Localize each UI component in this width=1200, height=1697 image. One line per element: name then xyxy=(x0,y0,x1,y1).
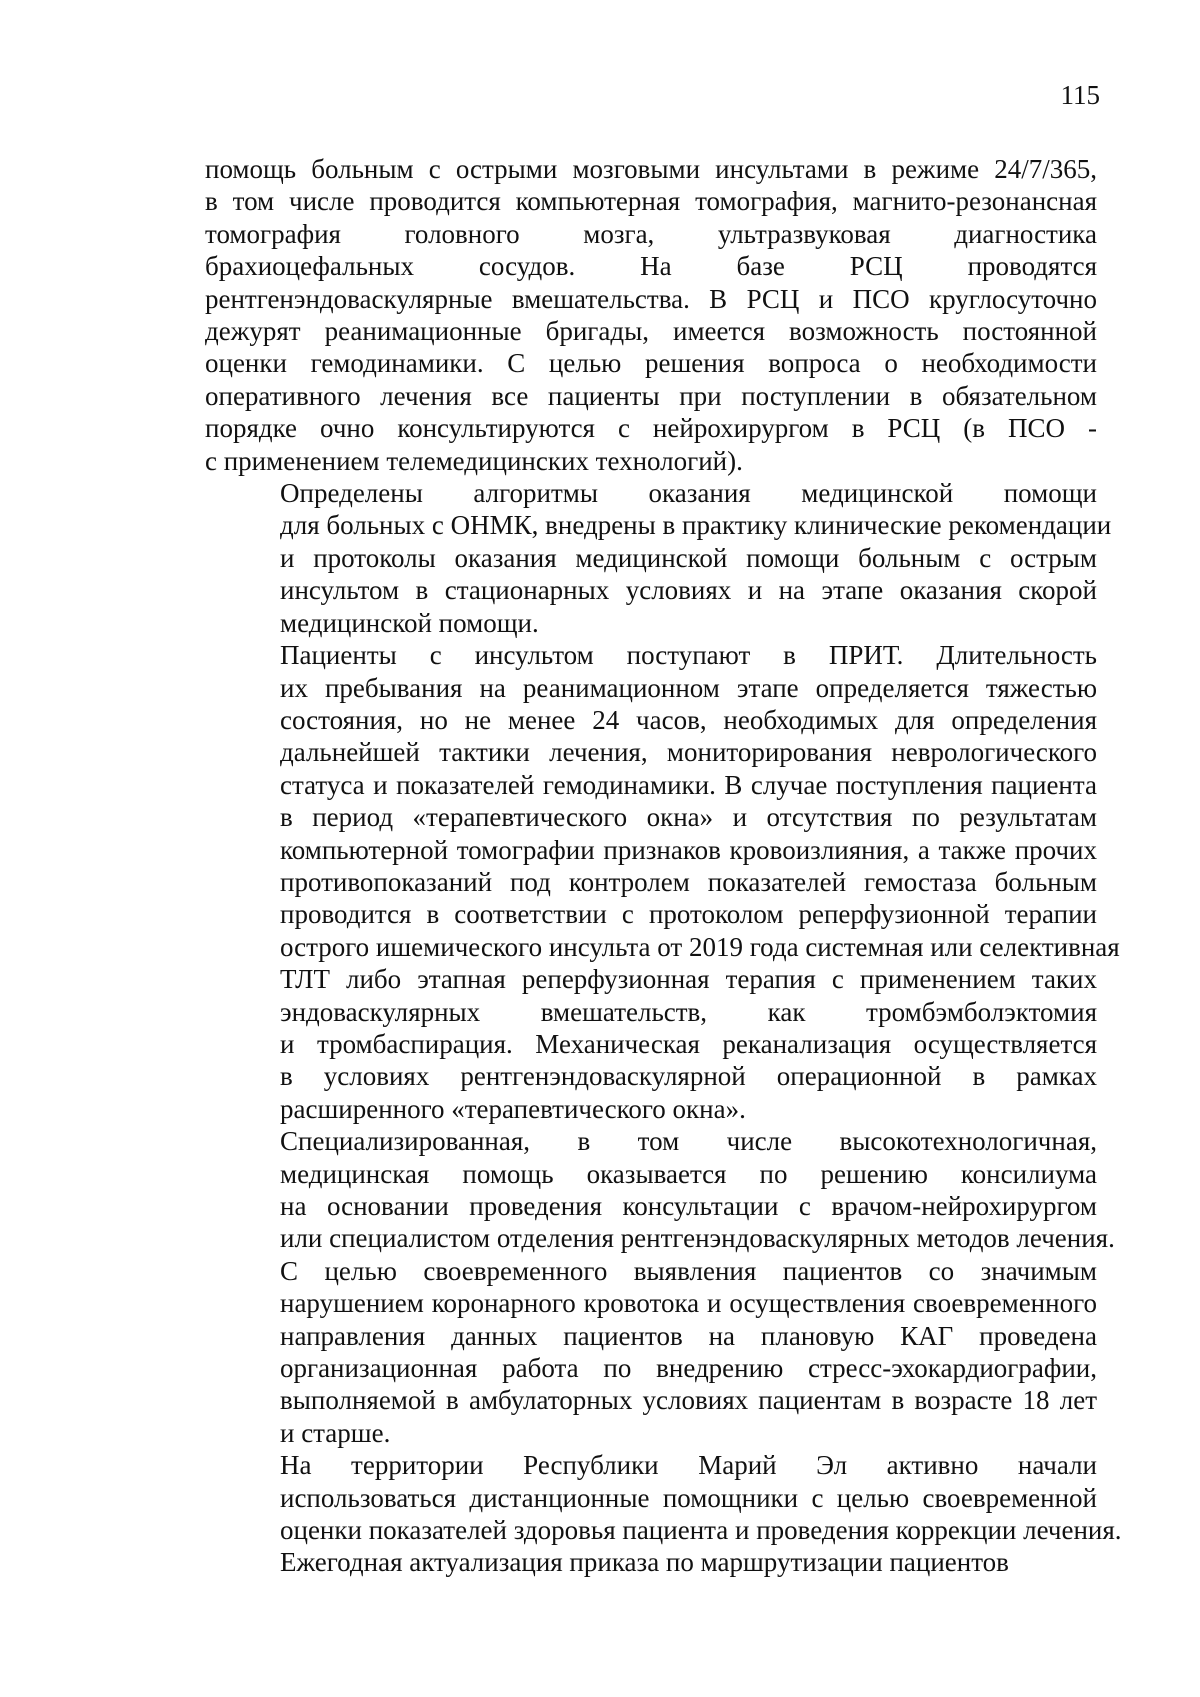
text-line: инсультом в стационарных условиях и на этапе оказания скорой xyxy=(280,575,1097,606)
text-line: в период «терапевтического окна» и отсутствия по результатам xyxy=(280,802,1097,833)
text-line: дальнейшей тактики лечения, мониторирования неврологического xyxy=(280,737,1097,768)
text-line: оперативного лечения все пациенты при поступлении в обязательном xyxy=(205,380,1097,411)
text-line: дежурят реанимационные бригады, имеется возможность постоянной xyxy=(205,316,1097,347)
text-line: использоваться дистанционные помощники с целью своевременной xyxy=(280,1482,1097,1513)
text-line: оценки показателей здоровья пациента и проведения коррекции лечения. xyxy=(280,1515,1122,1546)
text-line: медицинская помощь оказывается по решению консилиума xyxy=(280,1158,1097,1189)
text-line: в условиях рентгенэндоваскулярной операционной в рамках xyxy=(280,1061,1097,1092)
paragraph xyxy=(205,1449,1122,1546)
text-line: Определены алгоритмы оказания медицинской помощи xyxy=(280,478,1097,509)
text-line: нарушением коронарного кровотока и осуществления своевременного xyxy=(280,1288,1097,1319)
text-line: и старше. xyxy=(280,1417,391,1448)
page-number: 115 xyxy=(1060,80,1100,110)
text-line: Специализированная, в том числе высокотехнологичная, xyxy=(280,1126,1097,1157)
paragraph xyxy=(205,1255,1097,1449)
text-line: или специалистом отделения рентгенэндоваскулярных методов лечения. xyxy=(280,1223,1115,1254)
text-line: для больных с ОНМК, внедрены в практику клинические рекомендации xyxy=(280,510,1112,541)
text-line: расширенного «терапевтического окна». xyxy=(280,1093,746,1124)
body-text xyxy=(205,153,1122,1579)
text-line: проводится в соответствии с протоколом реперфузионной терапии xyxy=(280,899,1097,930)
text-line: направления данных пациентов на плановую КАГ проведена xyxy=(280,1320,1097,1351)
text-line: томография головного мозга, ультразвуковая диагностика xyxy=(205,218,1097,249)
text-line: брахиоцефальных сосудов. На базе РСЦ проводятся xyxy=(205,251,1097,282)
text-line: медицинской помощи. xyxy=(280,607,539,638)
paragraph xyxy=(205,153,1097,477)
text-line: на основании проведения консультации с врачом-нейрохирургом xyxy=(280,1191,1097,1221)
text-line: ТЛТ либо этапная реперфузионная терапия с применением таких xyxy=(280,964,1097,995)
text-line: выполняемой в амбулаторных условиях пациентам в возрасте 18 лет xyxy=(280,1385,1097,1416)
text-line: и тромбаспирация. Механическая реканализация осуществляется xyxy=(280,1028,1097,1059)
text-line: На территории Республики Марий Эл активно начали xyxy=(280,1450,1097,1481)
text-line: и протоколы оказания медицинской помощи больным с острым xyxy=(280,542,1097,573)
text-line: рентгенэндоваскулярные вмешательства. В РСЦ и ПСО круглосуточно xyxy=(205,283,1097,314)
text-line: помощь больным с острыми мозговыми инсультами в режиме 24/7/365, xyxy=(205,154,1097,184)
text-line: статуса и показателей гемодинамики. В случае поступления пациента xyxy=(280,769,1097,800)
paragraph xyxy=(205,1125,1115,1255)
text-line: состояния, но не менее 24 часов, необходимых для определения xyxy=(280,704,1097,735)
paragraph xyxy=(205,477,1112,639)
paragraph xyxy=(205,639,1120,1125)
text-line: порядке очно консультируются с нейрохирургом в РСЦ (в ПСО - xyxy=(205,413,1097,444)
text-line: С целью своевременного выявления пациентов со значимым xyxy=(280,1255,1097,1286)
text-line: Ежегодная актуализация приказа по маршрутизации пациентов xyxy=(280,1547,1009,1578)
text-line: противопоказаний под контролем показателей гемостаза больным xyxy=(280,866,1097,897)
paragraph xyxy=(205,1546,1097,1578)
text-line: организационная работа по внедрению стресс-эхокардиографии, xyxy=(280,1353,1097,1384)
text-line: оценки гемодинамики. С целью решения вопроса о необходимости xyxy=(205,348,1097,379)
text-line: Пациенты с инсультом поступают в ПРИТ. Длительность xyxy=(280,640,1097,671)
text-line: с применением телемедицинских технологий). xyxy=(205,445,743,476)
text-line: компьютерной томографии признаков кровоизлияния, а также прочих xyxy=(280,834,1097,865)
text-line: эндоваскулярных вмешательств, как тромбэмболэктомия xyxy=(280,996,1097,1027)
text-line: в том числе проводится компьютерная томография, магнито-резонансная xyxy=(205,186,1097,217)
text-line: их пребывания на реанимационном этапе определяется тяжестью xyxy=(280,672,1097,703)
text-line: острого ишемического инсульта от 2019 года системная или селективная xyxy=(280,931,1120,962)
